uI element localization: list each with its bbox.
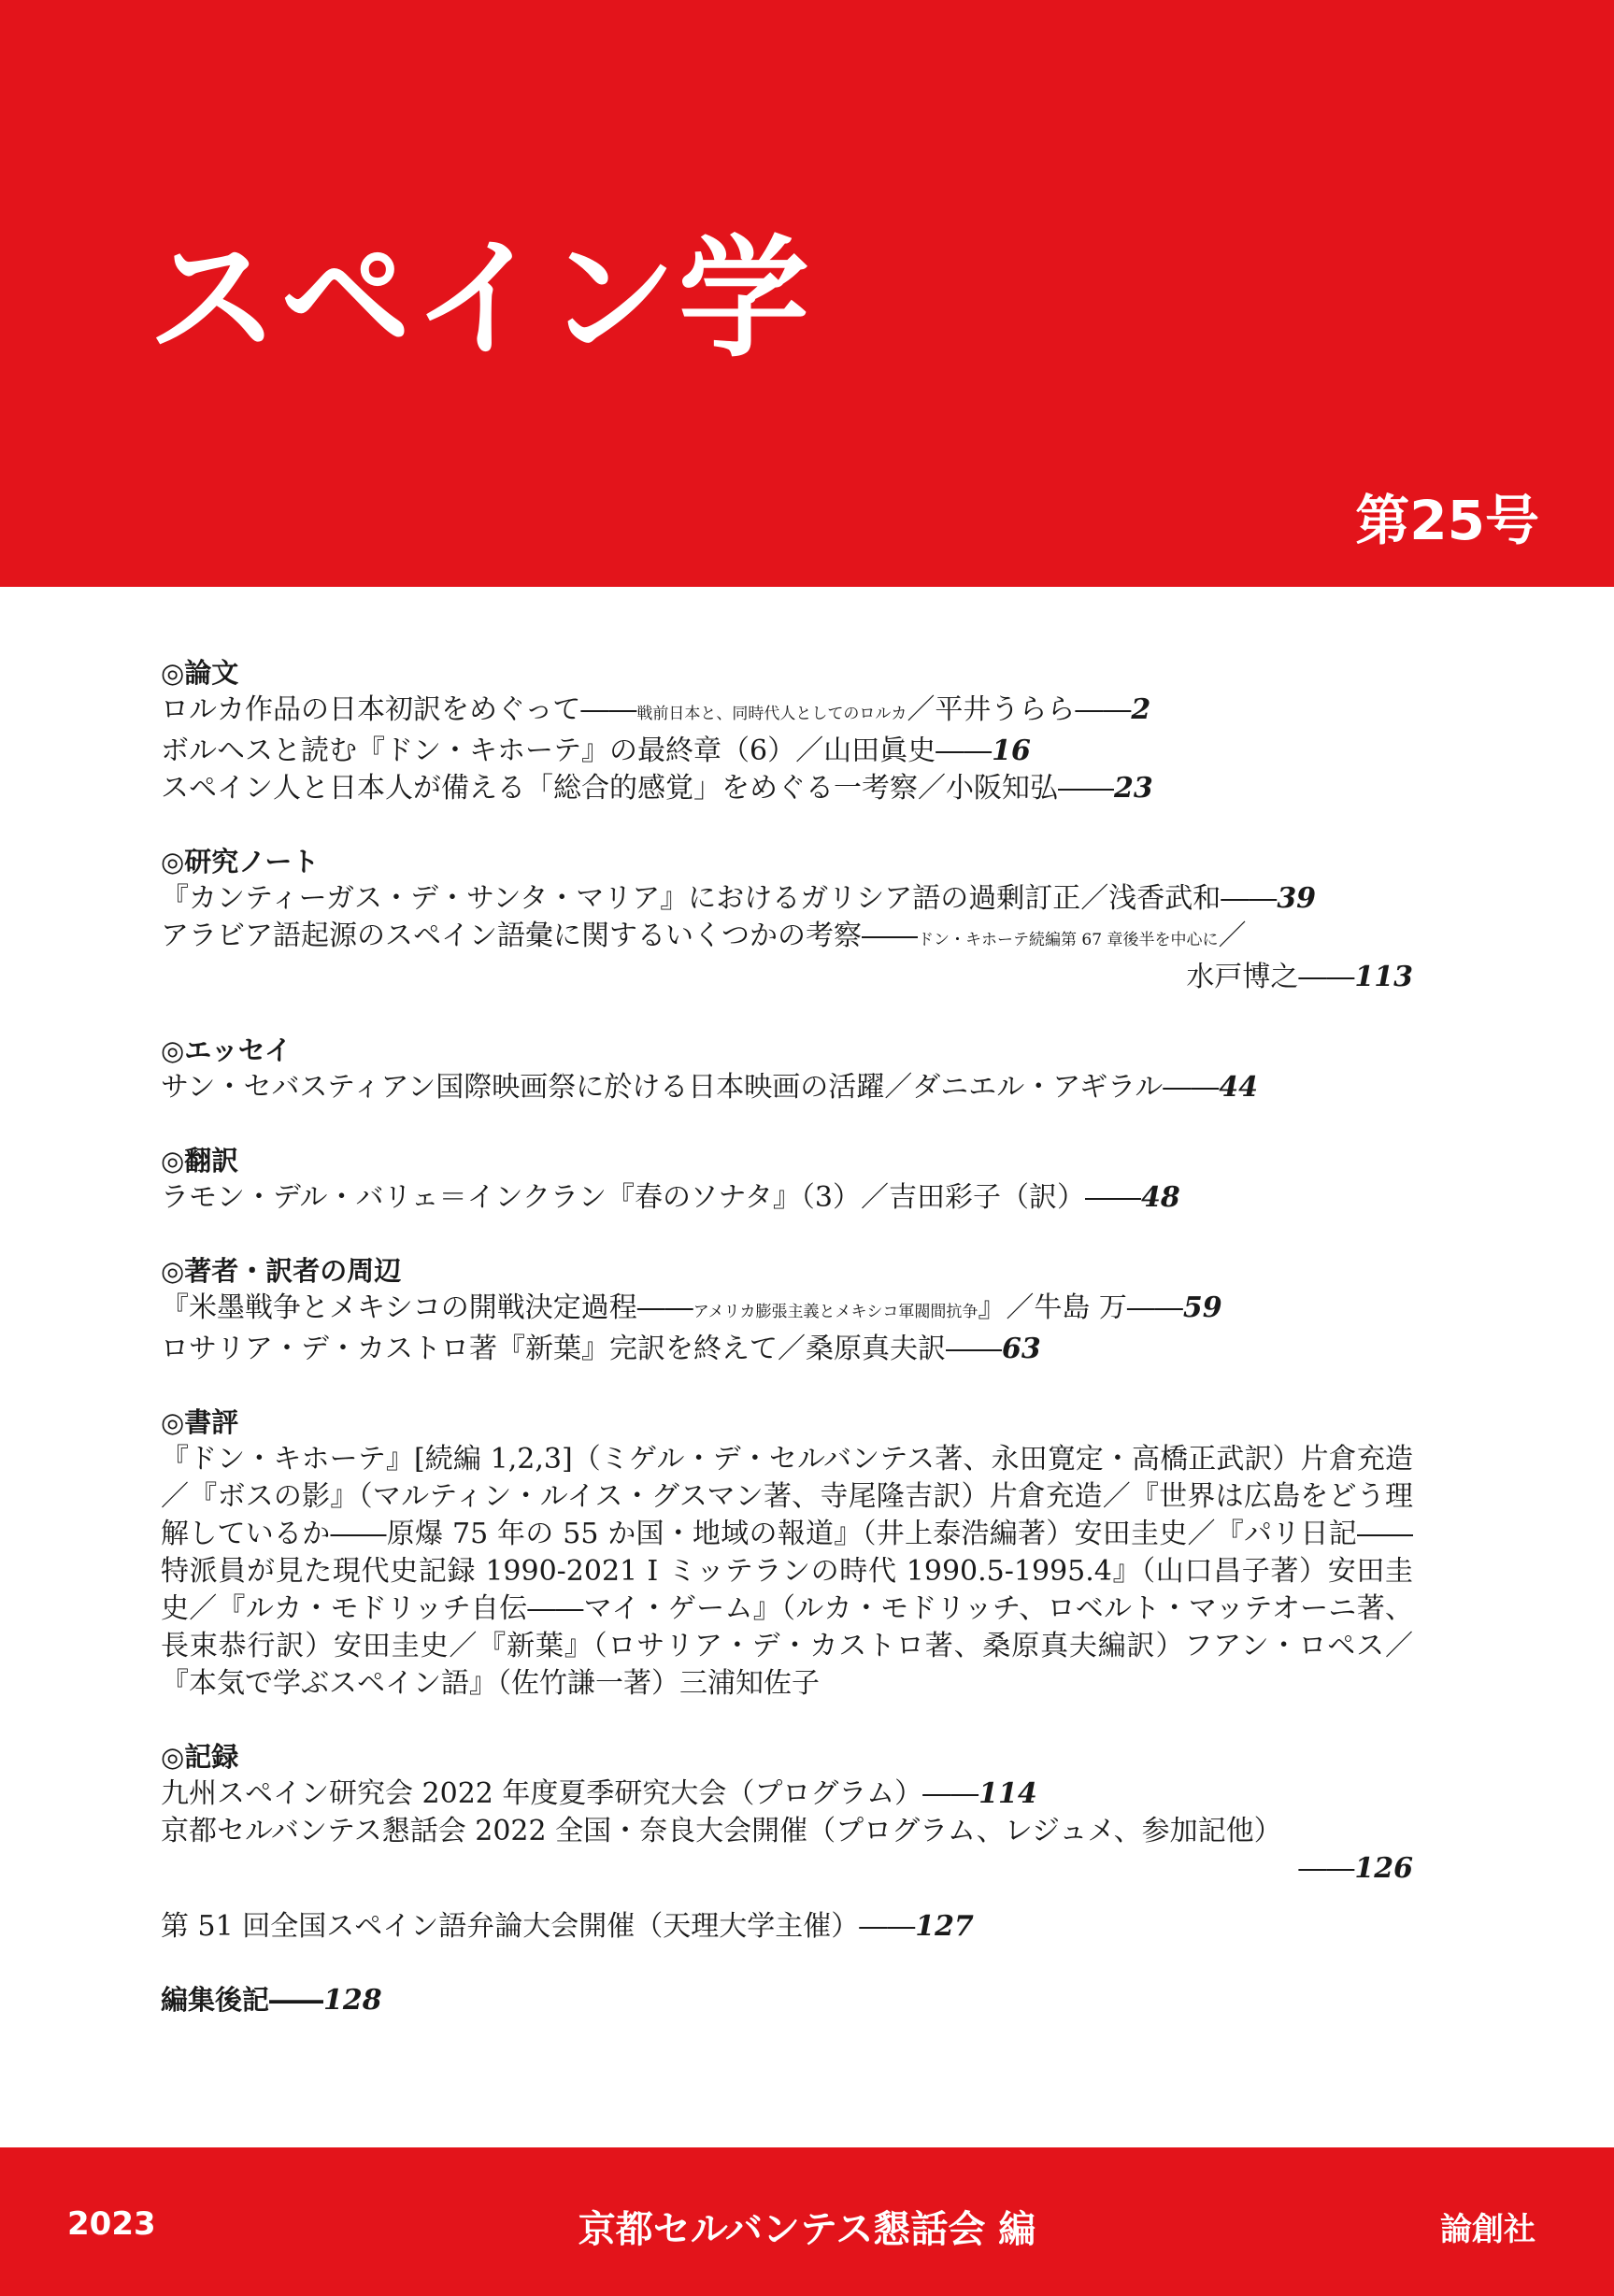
entry-separator: ／ — [1218, 920, 1247, 952]
page-number: 23 — [1114, 772, 1153, 805]
entry-title: ラモン・デル・バリェ＝インクラン『春のソナタ』（3）／吉田彩子（訳）―― — [161, 1181, 1141, 1214]
entry-author: ／平井うらら―― — [907, 693, 1132, 726]
section-review — [161, 1404, 1413, 1703]
entry-title: スペイン人と日本人が備える「総合的感覚」をめぐる一考察／小阪知弘―― — [161, 772, 1114, 805]
entry-subtitle: 戦前日本と、同時代人としてのロルカ — [636, 705, 907, 723]
footer-band — [0, 2147, 1614, 2296]
section-ronbun — [161, 654, 1413, 807]
page-number: 63 — [1002, 1333, 1041, 1365]
page-number: 2 — [1131, 693, 1151, 726]
page-number: 127 — [915, 1910, 974, 1943]
entry-author: 』／牛島 万―― — [978, 1291, 1183, 1324]
entry-title: 九州スペイン研究会 2022 年度夏季研究大会（プログラム）―― — [161, 1777, 979, 1810]
page-number: 44 — [1219, 1071, 1258, 1104]
entry-dash: ―― — [1298, 1852, 1355, 1885]
entry-subtitle: アメリカ膨張主義とメキシコ軍閥間抗争 — [693, 1303, 978, 1321]
entry-author: 水戸博之―― — [1186, 961, 1355, 993]
toc-entry[interactable] — [161, 1813, 1413, 1850]
entry-title: 京都セルバンテス懇話会 2022 全国・奈良大会開催（プログラム、レジュメ、参加記他） — [161, 1815, 1282, 1847]
entry-title: ロルカ作品の日本初訳をめぐって―― — [161, 693, 637, 726]
editor-credit: 京都セルバンテス懇話会 編 — [578, 2207, 1036, 2251]
toc-entry[interactable] — [161, 918, 1413, 959]
toc-entry[interactable] — [161, 1775, 1413, 1813]
page-number: 16 — [992, 734, 1031, 767]
toc-entry[interactable] — [161, 692, 1413, 733]
entry-title: ボルヘスと読む『ドン・キホーテ』の最終章（6）／山田眞史―― — [161, 734, 993, 767]
toc-entry-continued[interactable] — [161, 1850, 1413, 1888]
section-record — [161, 1738, 1413, 1946]
section-essay — [161, 1032, 1413, 1106]
section-postscript — [161, 1981, 1413, 2019]
section-heading: ◎書評 — [161, 1406, 239, 1438]
entry-title: 第 51 回全国スペイン語弁論大会開催（天理大学主催）―― — [161, 1910, 916, 1943]
entry-title: サン・セバスティアン国際映画祭に於ける日本映画の活躍／ダニエル・アギラル―― — [161, 1071, 1220, 1104]
page-number: 48 — [1141, 1181, 1180, 1214]
toc-entry[interactable] — [161, 1179, 1413, 1217]
toc-entry[interactable] — [161, 1981, 1413, 2019]
page-number: 114 — [978, 1777, 1037, 1810]
table-of-contents — [161, 654, 1413, 2055]
review-list[interactable]: 『ドン・キホーテ』[続編 1,2,3]（ミゲル・デ・セルバンテス著、永田寛定・高橋正武訳）片倉充造／『ボスの影』（マルティン・ルイス・グスマン著、寺尾隆吉訳）片倉充造／『世界は広島をどう理解しているか――原爆 75 年の 55 か国・地域の報道』（井上泰浩編著）安田圭史／『パリ日記――特派員が見た現代史記録 1990-2021 Ⅰ ミッテランの時代 1990.5-1995.4』（山口昌子著）安田圭史／『ルカ・モドリッチ自伝――マイ・ゲーム』（ルカ・モドリッチ、ロベルト・マッテオーニ著、長束恭行訳）安田圭史／『新葉』（ロサリア・デ・カストロ著、桑原真夫編訳）フアン・ロペス／『本気で学ぶスペイン語』（佐竹謙一著）三浦知佐子 — [161, 1443, 1413, 1700]
entry-title: 『米墨戦争とメキシコの開戦決定過程―― — [161, 1291, 693, 1324]
toc-entry[interactable] — [161, 770, 1413, 807]
page-number: 59 — [1182, 1291, 1222, 1324]
page-number: 113 — [1354, 961, 1413, 993]
entry-title: ロサリア・デ・カストロ著『新葉』完訳を終えて／桑原真夫訳―― — [161, 1333, 1002, 1365]
section-heading: ◎エッセイ — [161, 1034, 292, 1066]
section-research-note — [161, 843, 1413, 996]
section-heading: 編集後記―― — [161, 1984, 324, 2016]
section-heading: ◎翻訳 — [161, 1145, 239, 1177]
section-authors — [161, 1252, 1413, 1368]
section-translation — [161, 1142, 1413, 1217]
entry-title: アラビア語起源のスペイン語彙に関するいくつかの考察―― — [161, 920, 918, 952]
publication-year: 2023 — [67, 2205, 156, 2243]
toc-entry[interactable] — [161, 1331, 1413, 1368]
page-number: 39 — [1277, 882, 1317, 915]
publisher-name: 論創社 — [1440, 2211, 1535, 2248]
issue-number: 第25号 — [1355, 489, 1539, 552]
section-heading: ◎論文 — [161, 657, 239, 689]
toc-entry[interactable] — [161, 1908, 1413, 1946]
section-heading: ◎著者・訳者の周辺 — [161, 1255, 402, 1287]
section-heading: ◎記録 — [161, 1741, 239, 1773]
title-band — [0, 0, 1614, 587]
entry-title: 『カンティーガス・デ・サンタ・マリア』におけるガリシア語の過剰訂正／浅香武和―― — [161, 882, 1278, 915]
toc-entry[interactable] — [161, 733, 1413, 770]
journal-title: スペイン学 — [148, 222, 812, 376]
entry-subtitle: ドン・キホーテ続編第 67 章後半を中心に — [918, 931, 1219, 949]
toc-entry[interactable] — [161, 880, 1413, 918]
page-number: 126 — [1354, 1852, 1413, 1885]
toc-entry-continued[interactable] — [161, 959, 1413, 996]
section-heading: ◎研究ノート — [161, 846, 320, 877]
toc-entry[interactable] — [161, 1290, 1413, 1331]
page-number: 128 — [323, 1984, 382, 2017]
toc-entry[interactable] — [161, 1069, 1413, 1106]
